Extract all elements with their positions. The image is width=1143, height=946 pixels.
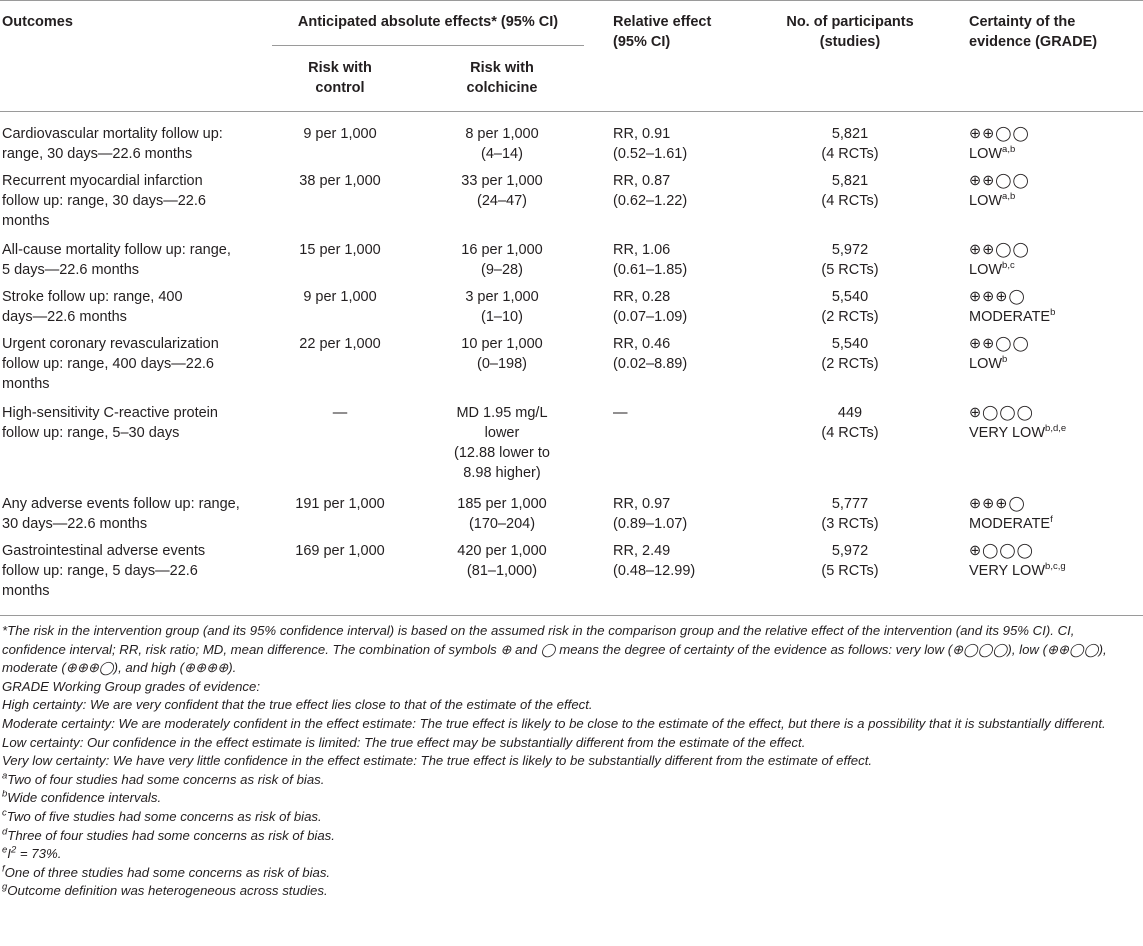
certainty-grade: LOW$^{a,b}$ [969,191,1016,209]
footnote-ref: b [1002,354,1008,366]
cell-outcome: Any adverse events follow up: range, 30 days—22.6 months [2,496,240,532]
top-rule [0,0,1143,1]
footnote-a: $^a$Two of four studies had some concerns as risk of bias. [2,770,325,787]
cell-participants: 5,777 (3 RCTs) [821,496,879,532]
footnote-high: High certainty: We are very confident that the true effect lies close to that of the estimate of the effect. [2,697,593,713]
footnote-ref: b,d,e [1045,423,1067,435]
cell-outcome: All-cause mortality follow up: range, 5 days—22.6 months [2,242,231,278]
footnote-very-low: Very low certainty: We have very little confidence in the effect estimate: The true effect is likely to be substantially different from the estimate of effect. [2,753,873,769]
cell-relative-effect: RR, 0.46 (0.02–8.89) [613,336,688,372]
header-rule [0,111,1143,112]
cell-risk-colchicine: MD 1.95 mg/L lower (12.88 lower to 8.98 higher) [454,405,550,481]
certainty-grade: VERY LOW$^{b,c,g}$ [969,561,1066,579]
certainty-grade: LOW$^b$ [969,354,1008,372]
cell-certainty [969,240,1141,280]
header-certainty: Certainty of the evidence (GRADE) [969,14,1098,50]
certainty-symbols: ⊕⊕⊕◯ [969,289,1026,305]
certainty-grade: VERY LOW$^{b,d,e}$ [969,423,1067,441]
cell-certainty [969,287,1141,327]
footnote-marks [2,771,1140,901]
footnote-b: $^b$Wide confidence intervals. [2,788,162,806]
footnote-ref: b,c [1002,260,1015,272]
cell-relative-effect: RR, 0.97 (0.89–1.07) [613,496,688,532]
certainty-grade: LOW$^{a,b}$ [969,144,1016,162]
footnote-low: Low certainty: Our confidence in the effect estimate is limited: The true effect may be substantially different from the estimate of the effect. [2,734,806,750]
cell-relative-effect: RR, 0.87 (0.62–1.22) [613,173,688,209]
cell-outcome: High-sensitivity C-reactive protein follow up: range, 5–30 days [2,405,218,441]
footnote-ref: f [1050,514,1053,526]
certainty-grade: MODERATE$^b$ [969,307,1056,325]
cell-certainty [969,124,1141,164]
cell-risk-control: — [332,405,348,421]
header-risk-colchicine: Risk with colchicine [466,60,538,96]
cell-risk-control: 22 per 1,000 [299,336,381,352]
cell-risk-colchicine: 420 per 1,000 (81–1,000) [457,543,547,579]
cell-participants: 5,821 (4 RCTs) [821,126,879,162]
cell-risk-control: 15 per 1,000 [299,242,381,258]
cell-participants: 5,821 (4 RCTs) [821,173,879,209]
footnote-d: $^d$Three of four studies had some concerns as risk of bias. [2,826,335,843]
certainty-grade: MODERATE$^f$ [969,514,1053,532]
header-absolute-effects: Anticipated absolute effects* (95% CI) [297,14,559,30]
cell-risk-control: 38 per 1,000 [299,173,381,189]
header-participants: No. of participants (studies) [786,14,914,50]
cell-relative-effect: RR, 1.06 (0.61–1.85) [613,242,688,278]
cell-relative-effect: — [613,405,628,421]
footnote-ref: b [1050,307,1056,319]
cell-relative-effect: RR, 2.49 (0.48–12.99) [613,543,696,579]
header-outcomes: Outcomes [2,14,73,30]
footnote-moderate: Moderate certainty: We are moderately confident in the effect estimate: The true effect is likely to be close to the estimate of the effect, but there is a possibility that it is substantially different. [2,715,1106,731]
certainty-symbols: ⊕⊕◯◯ [969,336,1030,352]
cell-risk-colchicine: 8 per 1,000 (4–14) [465,126,539,162]
cell-outcome: Gastrointestinal adverse events follow up: range, 5 days—22.6 months [2,543,206,599]
certainty-symbols: ⊕⊕◯◯ [969,126,1030,142]
cell-outcome: Stroke follow up: range, 400 days—22.6 months [2,289,183,325]
cell-certainty [969,334,1141,374]
cell-participants: 449 (4 RCTs) [821,405,879,441]
footnote-g: $^g$Outcome definition was heterogeneous across studies. [2,881,328,899]
cell-risk-colchicine: 33 per 1,000 (24–47) [461,173,543,209]
certainty-symbols: ⊕⊕⊕◯ [969,496,1026,512]
footnote-intro: *The risk in the intervention group (and its 95% confidence interval) is based on the assumed risk in the comparison group and the relative effect of the intervention (and its 95% CI). CI, confidence interval; RR, risk ratio; MD, mean difference. The combination of symbols ⊕ and ◯ means the degree of certainty of the evidence as follows: very low (⊕◯◯◯), low (⊕⊕◯◯), moderate (⊕⊕⊕◯), and high (⊕⊕⊕⊕). [2,623,1107,676]
cell-risk-control: 9 per 1,000 [303,289,377,305]
cell-risk-colchicine: 10 per 1,000 (0–198) [461,336,543,372]
footnote-ref: a,b [1002,191,1016,203]
cell-relative-effect: RR, 0.28 (0.07–1.09) [613,289,688,325]
footnote-c: $^c$Two of five studies had some concerns as risk of bias. [2,807,322,824]
certainty-symbols: ⊕◯◯◯ [969,543,1034,559]
footnote-grade-title: GRADE Working Group grades of evidence: [2,678,261,694]
cell-certainty [969,171,1141,211]
bottom-rule [0,615,1143,616]
certainty-symbols: ⊕⊕◯◯ [969,242,1030,258]
certainty-symbols: ⊕⊕◯◯ [969,173,1030,189]
footnotes [2,622,1140,901]
cell-risk-control: 9 per 1,000 [303,126,377,142]
certainty-symbols: ⊕◯◯◯ [969,405,1034,421]
footnote-ref: b,c,g [1045,561,1066,573]
cell-participants: 5,972 (5 RCTs) [821,242,879,278]
cell-risk-control: 169 per 1,000 [295,543,385,559]
cell-risk-colchicine: 16 per 1,000 (9–28) [461,242,543,278]
footnote-ref: a,b [1002,144,1016,156]
certainty-grade: LOW$^{b,c}$ [969,260,1015,278]
cell-risk-colchicine: 3 per 1,000 (1–10) [465,289,539,325]
cell-participants: 5,972 (5 RCTs) [821,543,879,579]
cell-participants: 5,540 (2 RCTs) [821,289,879,325]
header-risk-control: Risk with control [308,60,372,96]
cell-certainty [969,403,1141,443]
cell-risk-control: 191 per 1,000 [295,496,385,512]
cell-outcome: Urgent coronary revascularization follow up: range, 400 days—22.6 months [2,336,219,392]
cell-relative-effect: RR, 0.91 (0.52–1.61) [613,126,688,162]
cell-participants: 5,540 (2 RCTs) [821,336,879,372]
cell-certainty [969,541,1141,581]
cell-outcome: Recurrent myocardial infarction follow up: range, 30 days—22.6 months [2,173,206,229]
cell-risk-colchicine: 185 per 1,000 (170–204) [457,496,547,532]
cell-outcome: Cardiovascular mortality follow up: range, 30 days—22.6 months [2,126,223,162]
footnote-e: $^eI^2 = 73\%$. [2,844,62,862]
footnote-f: $^f$One of three studies had some concerns as risk of bias. [2,863,331,880]
cell-certainty [969,494,1141,534]
header-relative-effect: Relative effect (95% CI) [613,14,712,50]
spanner-rule [272,45,584,46]
